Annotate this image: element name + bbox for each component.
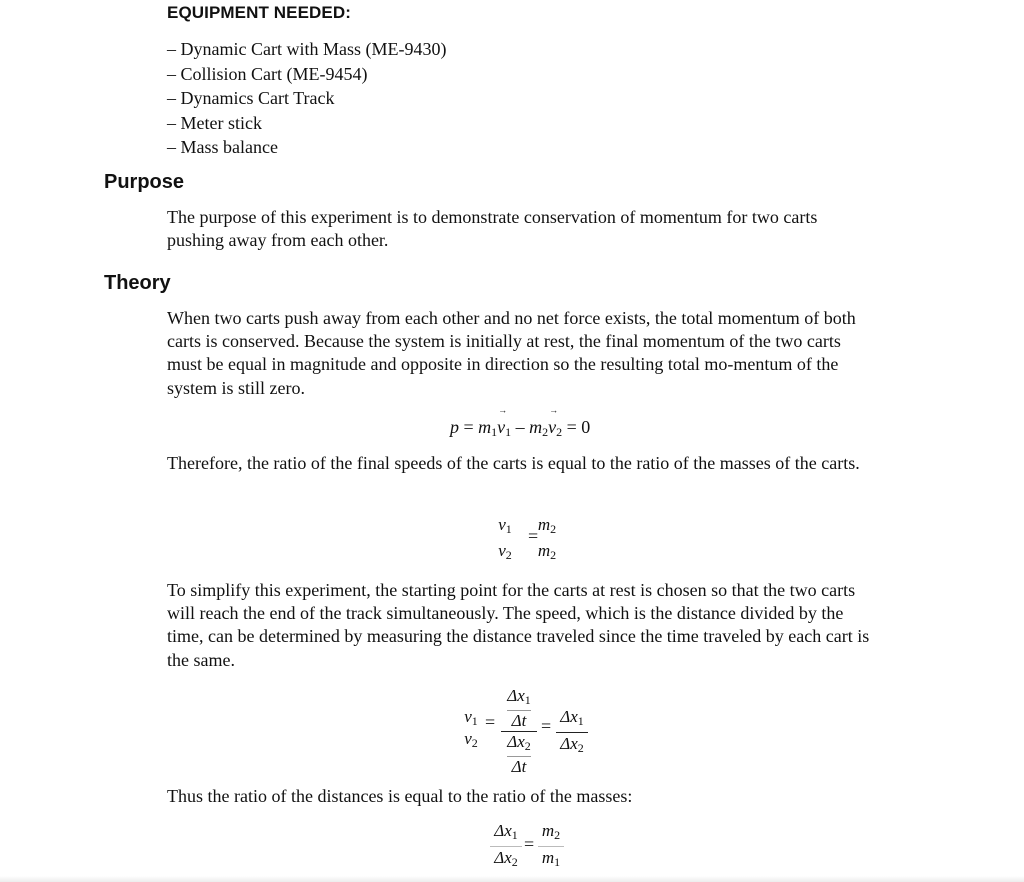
purpose-text: The purpose of this experiment is to demonstrate conservation of momentum for two carts pushing away from each other.	[167, 207, 818, 251]
fraction-m2-m1: $m_2$ $m_1$	[536, 820, 566, 873]
equipment-item: – Mass balance	[167, 137, 278, 157]
equipment-item: – Meter stick	[167, 112, 262, 133]
equals-sign: =	[485, 712, 496, 732]
page-bottom-shadow	[0, 876, 1024, 882]
equipment-item: – Dynamic Cart with Mass (ME-9430)	[167, 39, 447, 59]
fraction-dx1-dx2: $\Delta x_1$ $\Delta x_2$	[488, 820, 524, 873]
equals-sign: =	[524, 834, 535, 854]
purpose-heading: Purpose	[104, 171, 185, 193]
fraction-v1-v2: $v_1$ $v_2$	[464, 707, 478, 750]
equipment-title: EQUIPMENT NEEDED:	[167, 3, 351, 22]
equipment-item: – Dynamics Cart Track	[167, 88, 335, 108]
theory-heading: Theory	[104, 272, 171, 294]
theory-paragraph-2: Therefore, the ratio of the final speeds of the carts is equal to the ratio of the masses of the carts.	[167, 453, 860, 473]
compound-fraction: $\Delta x_1$ Δt $\Delta x_2$ Δt	[500, 686, 538, 777]
equipment-list	[167, 37, 446, 160]
momentum-equation: $p = m_1\to v_1 - m_2\to v_2 = 0$	[450, 417, 590, 440]
fraction-v1-v2: $v_1$ $v_2$	[498, 515, 512, 562]
fraction-m2-m2: $m_2$ $m_2$	[537, 515, 557, 562]
theory-paragraph-4: Thus the ratio of the distances is equal to the ratio of the masses:	[167, 786, 633, 806]
equals-sign: =	[541, 716, 552, 736]
theory-paragraph-3: To simplify this experiment, the starting point for the carts at rest is chosen so that the two carts will reach the end of the track simultaneously. The speed, which is the distance divided by the time, can be determined by measuring the distance traveled since the time traveled by each cart is the same.	[167, 580, 870, 670]
equipment-item: – Collision Cart (ME-9454)	[167, 63, 368, 84]
fraction-dx1-dx2: $\Delta x_1$ $\Delta x_2$	[554, 706, 590, 759]
theory-paragraph-1: When two carts push away from each other and no net force exists, the total momentum of both carts is conserved. Because the system is initially at rest, the final momentum of the two carts must be equal in magnitude and opposite in direction so the resulting total mo-mentum of the system is still zero.	[167, 308, 856, 398]
equals-sign: =	[528, 526, 539, 546]
